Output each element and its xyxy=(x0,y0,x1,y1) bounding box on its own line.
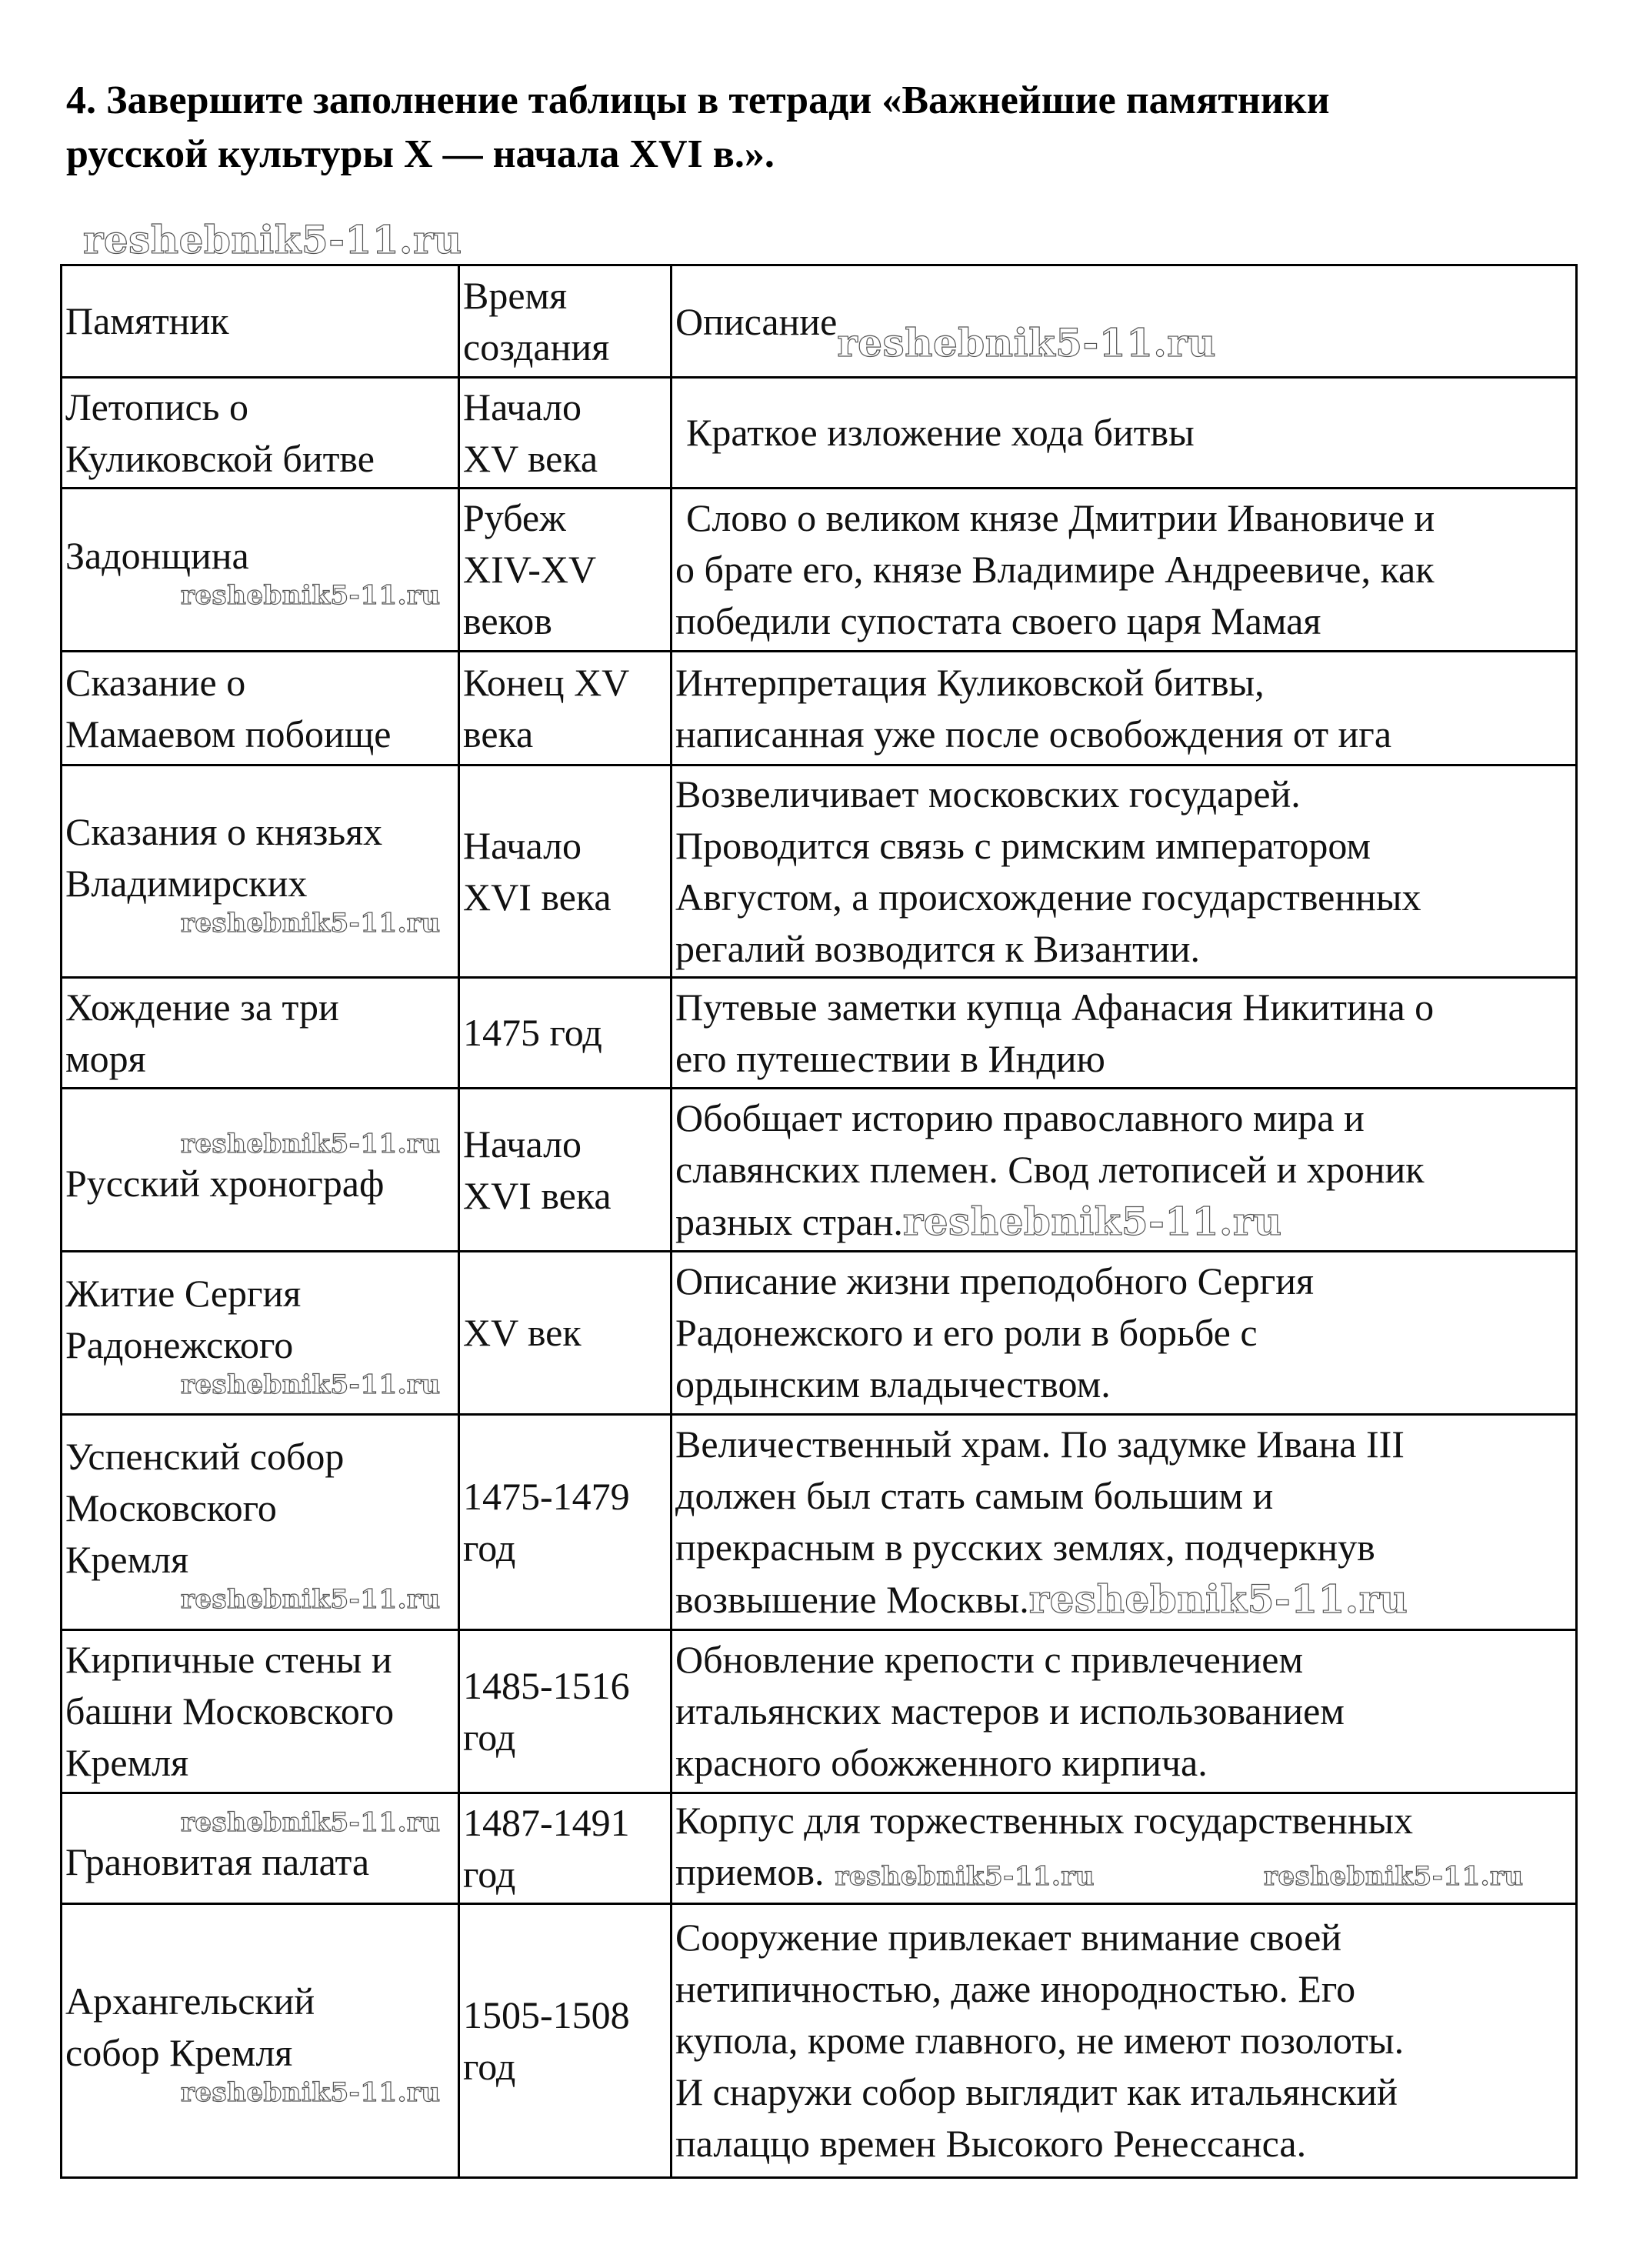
time-line: год xyxy=(463,1852,516,1896)
time-line: Конец XV xyxy=(463,660,630,704)
monument-line: Московского xyxy=(65,1486,277,1529)
cell-monument xyxy=(62,489,459,652)
description-line: И снаружи собор выглядит как итальянский xyxy=(675,2070,1398,2113)
table-row xyxy=(62,1793,1577,1904)
table-row xyxy=(62,765,1577,978)
cell-description xyxy=(672,765,1577,978)
time-line: 1485-1516 xyxy=(463,1663,630,1707)
time-line: XVI века xyxy=(463,1173,612,1217)
description-line: Краткое изложение хода битвы xyxy=(686,411,1195,454)
header-description: Описаниеreshebnik5-11.ru xyxy=(672,265,1577,378)
cell-monument xyxy=(62,378,459,489)
description-line: победили супостата своего царя Мамая xyxy=(675,599,1321,642)
monument-line: моря xyxy=(65,1036,146,1080)
description-line: палаццо времен Высокого Ренессанса. xyxy=(675,2122,1307,2165)
cell-description xyxy=(672,1415,1577,1630)
cell-description xyxy=(672,652,1577,765)
monument-line: Сказание о xyxy=(65,660,246,704)
cell-time xyxy=(459,1415,672,1630)
description-line: Величественный храм. По задумке Ивана III xyxy=(675,1423,1405,1466)
description-line: нетипичностью, даже инородностью. Его xyxy=(675,1967,1356,2010)
cell-description xyxy=(672,1630,1577,1793)
table-row xyxy=(62,1904,1577,2178)
cell-monument xyxy=(62,652,459,765)
watermark: reshebnik5-11.ru xyxy=(181,580,441,611)
cell-time xyxy=(459,1089,672,1252)
description-line: Корпус для торжественных государственных xyxy=(675,1798,1414,1842)
cell-description xyxy=(672,1252,1577,1415)
description-line: итальянских мастеров и использованием xyxy=(675,1689,1345,1733)
description-line: о брате его, князе Владимире Андреевиче, как xyxy=(675,548,1435,591)
description-line: разных стран.reshebnik5-11.ru xyxy=(675,1198,1282,1244)
description-line: Проводится связь с римским императором xyxy=(675,823,1371,867)
time-line: год xyxy=(463,2044,516,2088)
time-line: 1487-1491 xyxy=(463,1800,630,1844)
heading-line-1: 4. Завершите заполнение таблицы в тетради «Важнейшие памятники xyxy=(66,78,1330,122)
watermark: reshebnik5-11.ru xyxy=(902,1198,1282,1244)
cell-monument xyxy=(62,1630,459,1793)
monument-line: Русский хронограф xyxy=(65,1162,385,1205)
watermark: reshebnik5-11.ru xyxy=(181,2076,441,2108)
time-line: веков xyxy=(463,599,552,642)
description-line: Возвеличивает московских государей. xyxy=(675,772,1301,815)
description-line: Сооружение привлекает внимание своей xyxy=(675,1916,1342,1959)
header-monument: Памятник xyxy=(62,265,459,378)
description-line: прекрасным в русских землях, подчеркнув xyxy=(675,1526,1375,1569)
cell-time xyxy=(459,1252,672,1415)
time-line: века xyxy=(463,712,534,755)
cell-description xyxy=(672,1089,1577,1252)
table-header-row xyxy=(62,265,1577,378)
cell-time xyxy=(459,978,672,1089)
watermark: reshebnik5-11.ru xyxy=(835,1860,1095,1892)
time-line: XIV-XV xyxy=(463,548,597,591)
time-line: XV век xyxy=(463,1311,582,1354)
time-line: Начало xyxy=(463,385,582,429)
cell-description xyxy=(672,489,1577,652)
cell-description xyxy=(672,978,1577,1089)
time-line: Начало xyxy=(463,1122,582,1166)
cell-time xyxy=(459,378,672,489)
cell-time xyxy=(459,489,672,652)
heading-line-2: русской культуры X — начала XVI в.». xyxy=(66,132,775,176)
table-row xyxy=(62,378,1577,489)
monument-line: Сказания о князьях xyxy=(65,809,383,853)
task-heading xyxy=(66,74,1574,182)
description-line: славянских племен. Свод летописей и хроник xyxy=(675,1147,1425,1191)
cell-monument xyxy=(62,1252,459,1415)
table-row xyxy=(62,489,1577,652)
description-line: Обновление крепости с привлечением xyxy=(675,1638,1304,1681)
time-line: Рубеж xyxy=(463,496,566,539)
time-line: XV века xyxy=(463,436,598,480)
monument-line: Куликовской битве xyxy=(65,436,375,480)
description-line: купола, кроме главного, не имеют позолоты. xyxy=(675,2019,1405,2062)
monuments-table xyxy=(60,264,1578,2179)
monument-line: Кремля xyxy=(65,1741,189,1784)
description-line: должен был стать самым большим и xyxy=(675,1474,1274,1517)
cell-monument xyxy=(62,1793,459,1904)
description-line: Слово о великом князе Дмитрии Ивановиче и xyxy=(686,496,1435,539)
cell-time xyxy=(459,765,672,978)
time-line: 1475-1479 xyxy=(463,1474,630,1518)
monument-line: Владимирских xyxy=(65,861,308,905)
table-row xyxy=(62,1415,1577,1630)
description-line: Интерпретация Куликовской битвы, xyxy=(675,660,1265,704)
watermark: reshebnik5-11.ru xyxy=(83,217,462,262)
watermark: reshebnik5-11.ru xyxy=(1028,1576,1408,1622)
monument-line: Успенский собор xyxy=(65,1435,345,1478)
monument-line: Радонежского xyxy=(65,1322,294,1366)
description-line: его путешествии в Индию xyxy=(675,1036,1105,1080)
monument-line: Архангельский xyxy=(65,1979,315,2023)
description-line: приемов. reshebnik5-11.ru reshebnik5-11.ru xyxy=(675,1849,1524,1893)
table-row xyxy=(62,978,1577,1089)
description-line: возвышение Москвы.reshebnik5-11.ru xyxy=(675,1576,1408,1622)
monument-line: Задонщина xyxy=(65,534,249,577)
description-line: Августом, а происхождение государственных xyxy=(675,875,1421,919)
description-line: Обобщает историю православного мира и xyxy=(675,1096,1365,1139)
time-line: XVI века xyxy=(463,875,612,919)
watermark: reshebnik5-11.ru xyxy=(181,1369,441,1400)
cell-description xyxy=(672,1793,1577,1904)
watermark: reshebnik5-11.ru xyxy=(181,907,441,939)
table-row xyxy=(62,1630,1577,1793)
time-line: Начало xyxy=(463,823,582,867)
description-line: Радонежского и его роли в борьбе с xyxy=(675,1311,1258,1354)
monument-line: Хождение за три xyxy=(65,985,339,1029)
monument-line: собор Кремля xyxy=(65,2030,293,2074)
header-time: Время создания xyxy=(459,265,672,378)
time-line: год xyxy=(463,1526,516,1569)
monument-line: башни Московского xyxy=(65,1689,395,1733)
cell-time xyxy=(459,1904,672,2178)
description-line: Описание жизни преподобного Сергия xyxy=(675,1259,1314,1302)
monument-line: Грановитая палата xyxy=(65,1840,370,1883)
monument-line: Кремля xyxy=(65,1538,189,1581)
description-line: регалий возводится к Византии. xyxy=(675,926,1200,970)
watermark: reshebnik5-11.ru xyxy=(181,1584,441,1615)
monument-line: Летопись о xyxy=(65,385,248,429)
time-line: 1505-1508 xyxy=(463,1993,630,2036)
cell-description xyxy=(672,378,1577,489)
description-line: красного обожженного кирпича. xyxy=(675,1741,1208,1784)
time-line: 1475 год xyxy=(463,1011,602,1054)
description-line: Путевые заметки купца Афанасия Никитина о xyxy=(675,985,1435,1029)
cell-monument xyxy=(62,1089,459,1252)
cell-monument xyxy=(62,1415,459,1630)
cell-description xyxy=(672,1904,1577,2178)
cell-monument xyxy=(62,1904,459,2178)
watermark: reshebnik5-11.ru xyxy=(1264,1860,1524,1892)
cell-time xyxy=(459,1793,672,1904)
watermark: reshebnik5-11.ru xyxy=(837,319,1216,365)
monument-line: Мамаевом побоище xyxy=(65,712,392,755)
cell-time xyxy=(459,1630,672,1793)
time-line: год xyxy=(463,1715,516,1759)
watermark: reshebnik5-11.ru xyxy=(181,1129,441,1159)
description-line: написанная уже после освобождения от ига xyxy=(675,712,1392,755)
watermark: reshebnik5-11.ru xyxy=(181,1807,441,1838)
table-row xyxy=(62,1089,1577,1252)
description-line: ордынским владычеством. xyxy=(675,1362,1111,1406)
table-row xyxy=(62,652,1577,765)
cell-monument xyxy=(62,765,459,978)
cell-monument xyxy=(62,978,459,1089)
monument-line: Кирпичные стены и xyxy=(65,1638,392,1681)
monument-line: Житие Сергия xyxy=(65,1271,302,1315)
table-row xyxy=(62,1252,1577,1415)
cell-time xyxy=(459,652,672,765)
